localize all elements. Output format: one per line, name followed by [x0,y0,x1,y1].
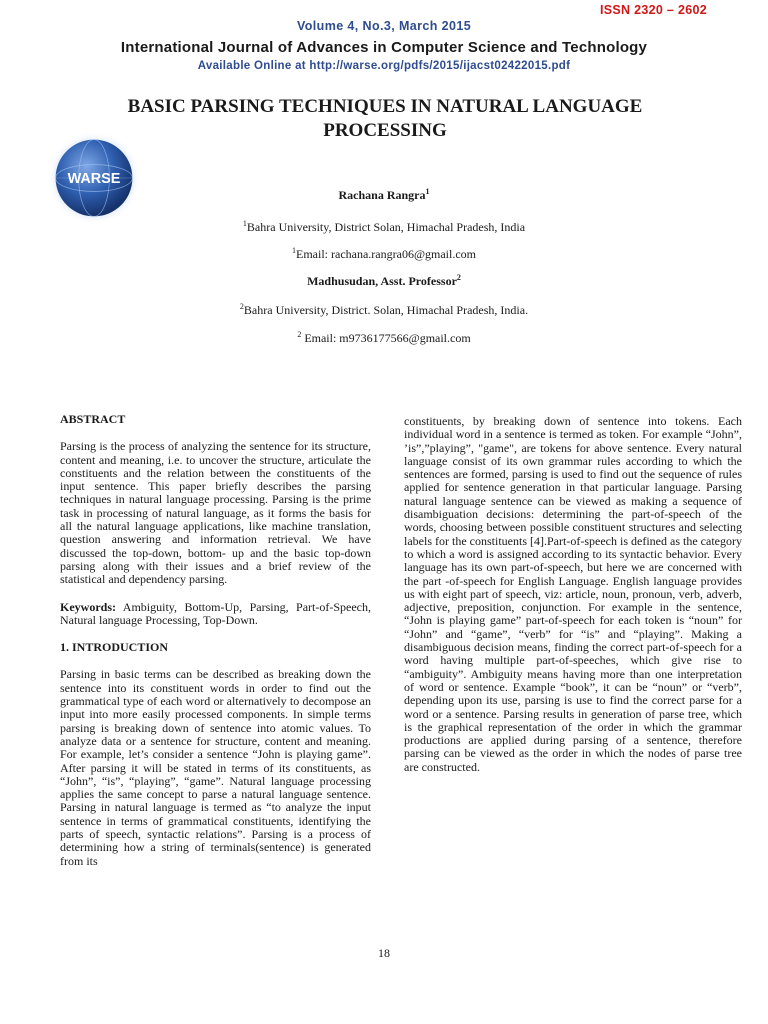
right-column-body: constituents, by breaking down of sentence into tokens. Each individual word in a sentence is termed as token. For example “John”, ’is”,”playing”, "game", are tokens for above sentence. Every natural language consist of its own grammar rules according to which the sentences are formed, parsing is used to find out the sequence of rules applied for sentence generation in that particular language. Parsing natural language sentence can be viewed as making a sequence of disambiguation decisions: determining the part-of-speech of the words, choosing between possible constituent structures and selecting labels for the constituents [4].Part-of-speech is defined as the category to which a word is assigned according to its syntactic behavior. Every language has its own part-of-speech, but here we are concerned with the part -of-speech for English Language. English language provides us with eight part of speech, viz: article, noun, pronoun, verb, adverb, adjective, preposition, conjunction. For example in the sentence, “John is playing game” part-of-speech for each token is “noun” for “John” and “game”, “verb” for “is” and “playing”. Making a disambiguous decision means, finding the correct part-of-speech for a word having multiple part-of-speeches, which give rise to “ambiguity”. Ambiguity means having more than one interpretation of word or sentence. Example “book”, it can be “noun” or “verb”, depending upon its use, parsing is use to find the correct parse for a word or a sentence. Parsing results in generation of parse tree, which is the graphical representation of the order in which the grammar productions are applied during parsing of a sentence, therefore parsing can be viewed as the order in which the nodes of parse tree are constructed. [404,414,742,774]
journal-name: International Journal of Advances in Computer Science and Technology [120,39,648,56]
left-column [60,413,371,868]
available-online-link[interactable]: Available Online at http://warse.org/pdfs/2015/ijacst02422015.pdf [197,60,571,72]
issn-label: ISSN 2320 – 2602 [600,3,707,17]
page-number: 18 [378,946,390,960]
abstract-heading: ABSTRACT [60,412,126,426]
keywords-label: Keywords: [60,599,116,614]
author-1-name: Rachana Rangra [338,188,426,202]
author-2 [0,273,768,289]
abstract-body: Parsing is the process of analyzing the sentence for its structure, content and meaning, i.e. to uncover the structure, articulate the constituents and the relation between the constituents of the input sentence. This paper briefly describes the parsing techniques in natural language processing. Parsing is the prime task in processing of natural language, as it forms the basis for all the natural language applications, like machine translation, question answering and information retrieval. We have discussed the top-down, bottom- up and the basic top-down parsing along with their issues and a brief review of the statistical and dependency parsing. [60,439,371,587]
introduction-heading: 1. INTRODUCTION [60,640,169,655]
author-1-sup: 1 [425,187,430,196]
introduction-body: Parsing in basic terms can be described as breaking down the sentence into its constituent words in order to find out the grammatical type of each word or alternatively to decompose an input into more easily processed components. In simple terms parsing is breaking down of sentence into atomic values. To analyze data or a sentence for structure, content and meaning. For example, let’s consider a sentence “John is playing game”. After parsing it will be stated in terms of its constituents, as “John”, “is”, “playing”, “game”. Natural language processing applies the same concept to parse a natural language sentence. Parsing in natural language is termed as “to analyze the input sentence in terms of grammatical constituents, identifying the parts of speech, syntactic relations”. Parsing is a process of determining how a string of terminals(sentence) is generated from its [60,667,371,868]
author-2-name: Madhusudan, Asst. Professor [307,274,457,288]
logo-text: WARSE [67,170,121,187]
keywords [60,601,371,628]
affiliation-2: $^2$Bahra University, District. Solan, Himachal Pradesh, India. [239,302,529,317]
volume-line: Volume 4, No.3, March 2015 [296,19,472,33]
author-2-sup: 2 [456,273,461,282]
affiliation-1: $^1$Bahra University, District Solan, Himachal Pradesh, India [242,219,526,234]
keywords-text: Ambiguity, Bottom-Up, Parsing, Part-of-Speech, Natural language Processing, Top-Down. [60,599,371,627]
warse-logo [46,130,142,226]
paper-title: BASIC PARSING TECHNIQUES IN NATURAL LANGUAGE PROCESSING [127,96,643,141]
right-column [404,415,742,774]
email-1: $^1$Email: rachana.rangra06@gmail.com [292,246,476,261]
author-1 [0,187,768,203]
email-2: $^2$ Email: m9736177566@gmail.com [297,330,471,345]
